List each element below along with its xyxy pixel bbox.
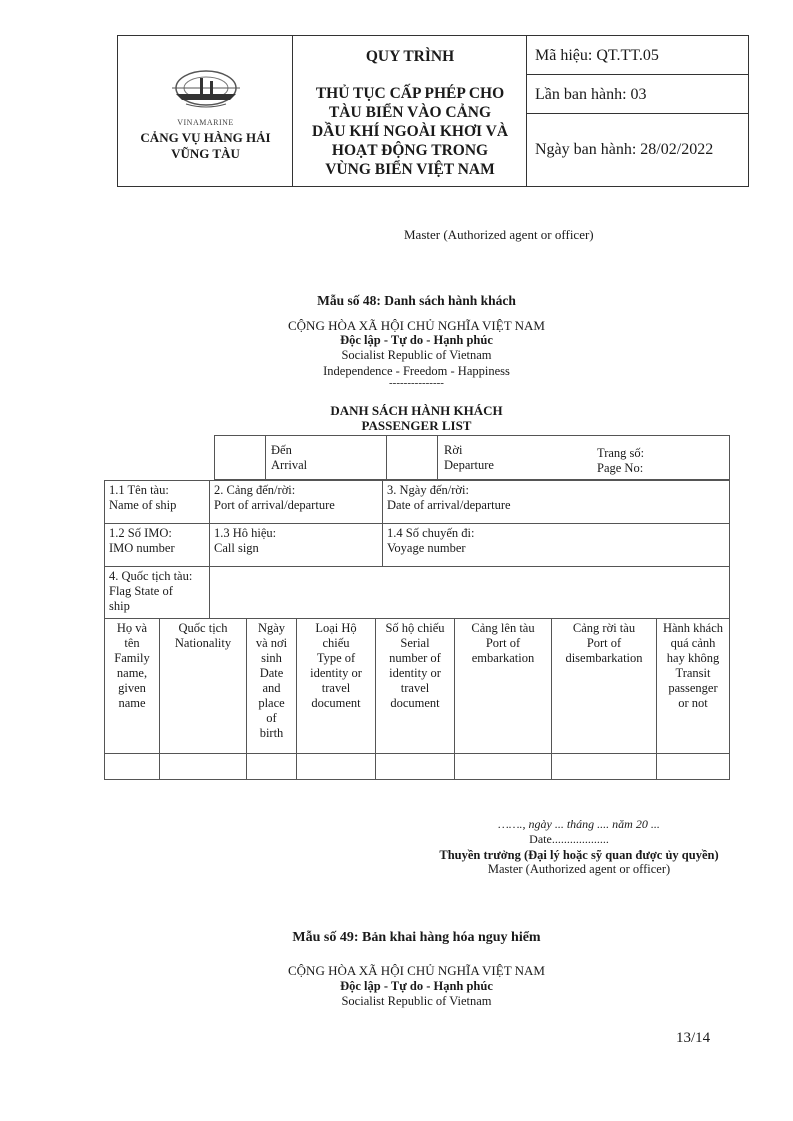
form49-title: Mẫu số 49: Bản khai hàng hóa nguy hiểm xyxy=(292,930,541,945)
signature-date-en: Date................... xyxy=(529,832,609,846)
call-sign-vn: 1.3 Hô hiệu: xyxy=(214,526,277,540)
call-sign-cell[interactable] xyxy=(210,524,383,567)
departure-label-en: Departure xyxy=(444,458,494,472)
document-header xyxy=(117,35,749,187)
procedure-name-line: VÙNG BIỂN VIỆT NAM xyxy=(325,161,495,178)
col-document-type xyxy=(297,619,376,754)
imo-cell[interactable] xyxy=(105,524,210,567)
logo-caption: VINAMARINE xyxy=(177,118,234,127)
col-text: hay không xyxy=(666,651,720,665)
col-document-number xyxy=(376,619,455,754)
ship-name-cell[interactable] xyxy=(105,481,210,524)
form48-republic-en: Socialist Republic of Vietnam xyxy=(341,348,492,362)
arrival-date-cell[interactable] xyxy=(383,481,730,524)
col-text: Serial xyxy=(400,636,430,650)
col-text: Family xyxy=(114,651,150,665)
col-birth xyxy=(247,619,297,754)
vinamarine-logo xyxy=(166,64,246,116)
form48-republic-vn: CỘNG HÒA XÃ HỘI CHỦ NGHĨA VIỆT NAM xyxy=(288,318,545,333)
form48-title: Mẫu số 48: Danh sách hành khách xyxy=(317,293,516,308)
col-text: Quốc tịch xyxy=(178,621,228,635)
arrival-date-vn: 3. Ngày đến/rời: xyxy=(387,483,469,497)
org-name-line1: CẢNG VỤ HÀNG HẢI xyxy=(140,130,271,145)
procedure-label: QUY TRÌNH xyxy=(365,48,455,65)
port-en: Port of arrival/departure xyxy=(214,498,335,512)
col-text: tên xyxy=(124,636,140,650)
col-text: và nơi xyxy=(255,636,288,650)
procedure-name-line: THỦ TỤC CẤP PHÉP CHO xyxy=(315,85,505,102)
passenger-cell[interactable] xyxy=(552,754,657,780)
col-text: Cảng rời tàu xyxy=(572,621,636,635)
signature-date-vn: ……., ngày ... tháng .... năm 20 ... xyxy=(498,817,660,831)
procedure-name xyxy=(293,84,527,179)
form49-motto-vn: Độc lập - Tự do - Hạnh phúc xyxy=(340,979,493,993)
passenger-list-title-en: PASSENGER LIST xyxy=(361,418,472,433)
flag-state-cell[interactable] xyxy=(105,567,210,619)
departure-checkbox[interactable] xyxy=(386,435,438,480)
col-text: sinh xyxy=(261,651,282,665)
passenger-table xyxy=(104,618,730,780)
departure-label-vn: Rời xyxy=(444,443,463,457)
form48-divider: --------------- xyxy=(389,377,444,389)
col-text: document xyxy=(390,696,440,710)
call-sign-en: Call sign xyxy=(214,541,259,555)
form48-motto-en: Independence - Freedom - Happiness xyxy=(323,364,510,378)
col-text: Nationality xyxy=(174,636,232,650)
col-text: travel xyxy=(321,681,351,695)
page-number: 13/14 xyxy=(676,1030,711,1046)
passenger-header-row xyxy=(105,619,730,754)
passenger-cell[interactable] xyxy=(247,754,297,780)
col-text: passenger xyxy=(668,681,718,695)
port-vn: 2. Cảng đến/rời: xyxy=(214,483,296,497)
imo-en: IMO number xyxy=(109,541,175,555)
col-text: name xyxy=(118,696,146,710)
ship-info-table xyxy=(104,480,730,619)
col-text: and xyxy=(262,681,281,695)
passenger-cell[interactable] xyxy=(160,754,247,780)
doc-code: Mã hiệu: QT.TT.05 xyxy=(527,36,748,75)
procedure-name-line: DẦU KHÍ NGOÀI KHƠI VÀ xyxy=(311,123,509,140)
passenger-cell[interactable] xyxy=(376,754,455,780)
passenger-cell[interactable] xyxy=(105,754,160,780)
procedure-name-line: HOẠT ĐỘNG TRONG xyxy=(331,142,489,159)
col-family-name xyxy=(105,619,160,754)
procedure-name-line: TÀU BIỂN VÀO CẢNG xyxy=(328,104,492,121)
header-procedure-cell xyxy=(293,36,527,186)
form48-motto-vn: Độc lập - Tự do - Hạnh phúc xyxy=(340,333,493,347)
col-text: name, xyxy=(116,666,148,680)
col-text: Port of xyxy=(485,636,521,650)
master-label-en: Master (Authorized agent or officer) xyxy=(487,862,671,876)
flag-vn: 4. Quốc tịch tàu: xyxy=(109,569,193,583)
col-text: identity or xyxy=(310,666,362,680)
flag-state-value[interactable] xyxy=(210,567,730,619)
passenger-row-empty xyxy=(105,754,730,780)
page-no-label-en: Page No: xyxy=(597,461,644,475)
col-text: place xyxy=(258,696,285,710)
col-text: Họ và xyxy=(116,621,148,635)
col-text: disembarkation xyxy=(565,651,643,665)
col-port-disembarkation xyxy=(552,619,657,754)
header-org-cell xyxy=(118,36,293,186)
col-text: or not xyxy=(678,696,708,710)
ship-info-row xyxy=(105,567,730,619)
voyage-vn: 1.4 Số chuyến đi: xyxy=(387,526,475,540)
arrival-checkbox[interactable] xyxy=(214,435,266,480)
form49-republic-en: Socialist Republic of Vietnam xyxy=(341,994,492,1008)
header-meta-cell xyxy=(527,36,748,186)
col-text: chiếu xyxy=(322,636,350,650)
col-text: Cảng lên tàu xyxy=(471,621,535,635)
col-text: Type of xyxy=(316,651,356,665)
issue-number: Lần ban hành: 03 xyxy=(527,75,748,114)
col-text: Hành khách xyxy=(662,621,724,635)
col-text: document xyxy=(311,696,361,710)
col-text: Date xyxy=(259,666,284,680)
arrival-label-en: Arrival xyxy=(271,458,308,472)
ship-name-vn: 1.1 Tên tàu: xyxy=(109,483,169,497)
imo-vn: 1.2 Số IMO: xyxy=(109,526,172,540)
port-cell[interactable] xyxy=(210,481,383,524)
col-text: quá cảnh xyxy=(670,636,716,650)
col-text: travel xyxy=(400,681,430,695)
col-transit xyxy=(657,619,730,754)
ship-info-row xyxy=(105,481,730,524)
col-text: Ngày xyxy=(257,621,286,635)
col-text: embarkation xyxy=(471,651,535,665)
passenger-cell[interactable] xyxy=(657,754,730,780)
voyage-en: Voyage number xyxy=(387,541,466,555)
col-text: Transit xyxy=(675,666,711,680)
ship-info-row xyxy=(105,524,730,567)
arrival-label-vn: Đến xyxy=(271,443,292,457)
form49-republic-vn: CỘNG HÒA XÃ HỘI CHỦ NGHĨA VIỆT NAM xyxy=(288,963,545,978)
top-master-line: Master (Authorized agent or officer) xyxy=(404,227,594,242)
flag-en-cont: ship xyxy=(109,599,130,613)
col-text: identity or xyxy=(389,666,441,680)
col-text: Loại Hộ xyxy=(315,621,357,635)
col-text: given xyxy=(118,681,146,695)
passenger-cell[interactable] xyxy=(455,754,552,780)
flag-en: Flag State of xyxy=(109,584,173,598)
voyage-cell[interactable] xyxy=(383,524,730,567)
captain-label-vn: Thuyền trưởng (Đại lý hoặc sỹ quan được ủy quyền) xyxy=(439,848,719,862)
ship-name-en: Name of ship xyxy=(109,498,177,512)
org-name-line2: VŨNG TÀU xyxy=(171,146,240,161)
passenger-cell[interactable] xyxy=(297,754,376,780)
passenger-list-title-vn: DANH SÁCH HÀNH KHÁCH xyxy=(330,403,503,418)
col-port-embarkation xyxy=(455,619,552,754)
arrival-date-en: Date of arrival/departure xyxy=(387,498,511,512)
col-text: birth xyxy=(259,726,284,740)
col-text: Port of xyxy=(586,636,622,650)
col-text: of xyxy=(266,711,277,725)
page-no-label-vn: Trang số: xyxy=(597,446,645,460)
col-nationality xyxy=(160,619,247,754)
col-text: Số hộ chiếu xyxy=(385,621,445,635)
col-text: number of xyxy=(389,651,441,665)
issue-date: Ngày ban hành: 28/02/2022 xyxy=(535,141,714,158)
